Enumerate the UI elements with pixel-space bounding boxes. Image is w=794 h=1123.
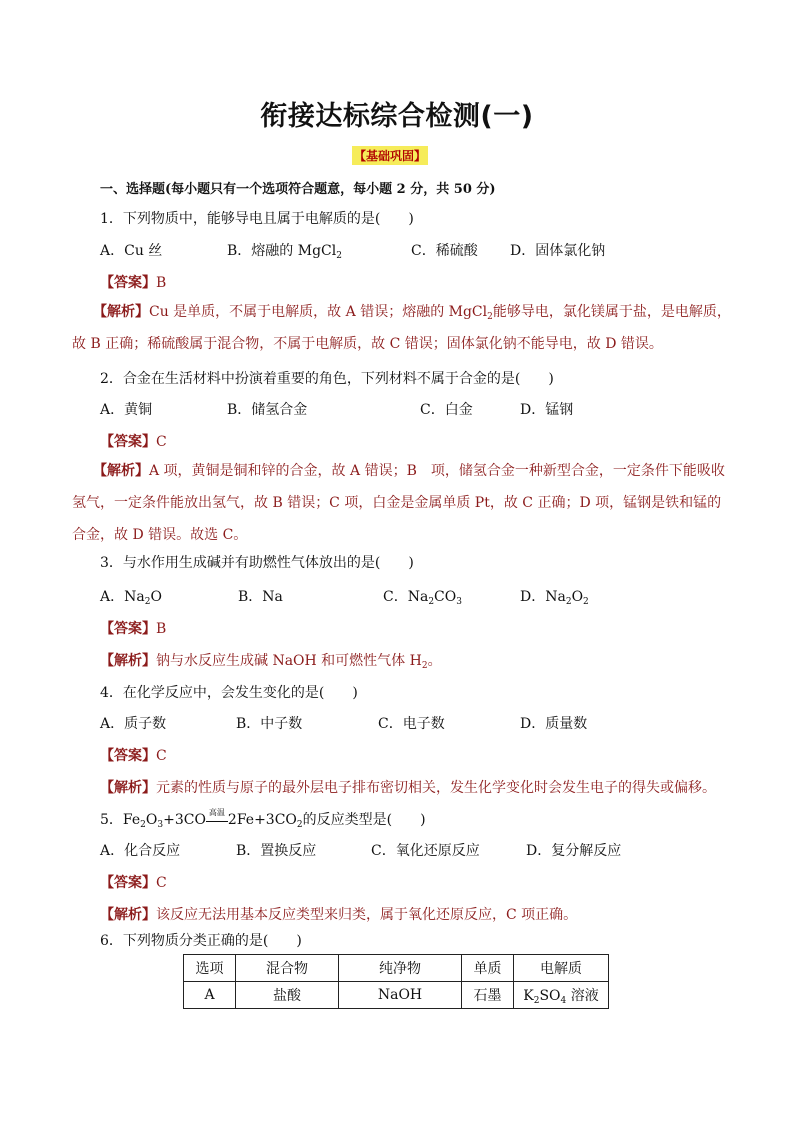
table-cell: NaOH — [339, 982, 462, 1009]
table-header: 电解质 — [514, 955, 609, 982]
q2-option-d: D．锰钢 — [520, 402, 574, 418]
q5-analysis: 【解析】该反应无法用基本反应类型来归类，属于氧化还原反应，C 项正确。 — [100, 907, 578, 923]
section-tag: 【基础巩固】 — [352, 146, 428, 165]
table-header: 纯净物 — [339, 955, 462, 982]
q3-answer: 【答案】B — [100, 621, 167, 637]
page-title: 衔接达标综合检测(一) — [260, 101, 534, 132]
table-header: 混合物 — [236, 955, 339, 982]
table-row — [184, 982, 609, 1009]
q3-option-a: A．$Na_2O$ — [100, 589, 162, 607]
table-header-row — [184, 955, 609, 982]
q3-option-b: B．Na — [238, 589, 283, 605]
table-cell: $K_2SO_4$ 溶液 — [514, 982, 609, 1009]
q4-analysis: 【解析】元素的性质与原子的最外层电子排布密切相关，发生化学变化时会发生电子的得失或偏移。 — [100, 780, 716, 796]
q2-option-c: C．白金 — [420, 402, 473, 418]
q3-option-d: D．$Na_2O_2$ — [520, 589, 589, 607]
classification-table — [183, 954, 609, 1009]
q3-option-c: C．$Na_2CO_3$ — [383, 589, 462, 607]
q5-option-d: D．复分解反应 — [526, 843, 622, 859]
q1-option-d: D．固体氯化钠 — [510, 243, 606, 259]
table-cell: A — [184, 982, 236, 1009]
q4-option-c: C．电子数 — [378, 716, 445, 732]
question-6-stem: 6．下列物质分类正确的是( ) — [100, 933, 302, 949]
q1-answer: 【答案】B — [100, 275, 167, 291]
q1-option-a: A．Cu 丝 — [100, 243, 163, 259]
question-1-stem: 1．下列物质中，能够导电且属于电解质的是( ) — [100, 211, 414, 227]
q5-option-b: B．置换反应 — [236, 843, 317, 859]
question-5-stem: 5．$Fe_2O_3+3CO$ 高温 $2Fe+3CO_2$的反应类型是( ) — [100, 808, 426, 830]
q1-analysis: 【解析】Cu 是单质，不属于电解质，故 A 错误；熔融的 MgCl$_2$能够导电，氯化镁属于盐，是电解质，故 B 正确；稀硫酸属于混合物，不属于电解质，故 C 错误；固体氯化钠不能导电，故 D 错误。 — [72, 304, 731, 352]
question-3-stem: 3．与水作用生成碱并有助燃性气体放出的是( ) — [100, 555, 414, 571]
reaction-condition: 高温 — [206, 816, 228, 827]
table-header: 选项 — [184, 955, 236, 982]
question-2-stem: 2．合金在生活材料中扮演着重要的角色，下列材料不属于合金的是( ) — [100, 371, 554, 387]
q4-option-b: B．中子数 — [236, 716, 303, 732]
q2-option-a: A．黄铜 — [100, 402, 153, 418]
section-heading: 一、选择题(每小题只有一个选项符合题意，每小题 2 分，共 50 分) — [100, 182, 496, 197]
q3-analysis: 【解析】钠与水反应生成碱 NaOH 和可燃性气体 $H_2$。 — [100, 653, 442, 671]
q5-option-a: A．化合反应 — [100, 843, 181, 859]
q5-option-c: C．氧化还原反应 — [371, 843, 480, 859]
q2-answer: 【答案】C — [100, 434, 167, 450]
q1-option-c: C．稀硫酸 — [411, 243, 478, 259]
q1-option-b: B．熔融的 MgCl$_2$ — [227, 243, 342, 261]
q2-analysis: 【解析】A 项，黄铜是铜和锌的合金，故 A 错误；B 项，储氢合金一种新型合金，一定条件下能吸收氢气，一定条件能放出氢气，故 B 错误；C 项，白金是金属单质 Pt，故 C 正确；D 项，锰钢是铁和锰的合金，故 D 错误。故选 C。 — [72, 463, 725, 543]
table-cell: 石墨 — [462, 982, 514, 1009]
q5-answer: 【答案】C — [100, 875, 167, 891]
q4-option-d: D．质量数 — [520, 716, 588, 732]
table-cell: 盐酸 — [236, 982, 339, 1009]
q4-option-a: A．质子数 — [100, 716, 167, 732]
q4-answer: 【答案】C — [100, 748, 167, 764]
question-4-stem: 4．在化学反应中，会发生变化的是( ) — [100, 685, 358, 701]
table-header: 单质 — [462, 955, 514, 982]
q2-option-b: B．储氢合金 — [227, 402, 308, 418]
